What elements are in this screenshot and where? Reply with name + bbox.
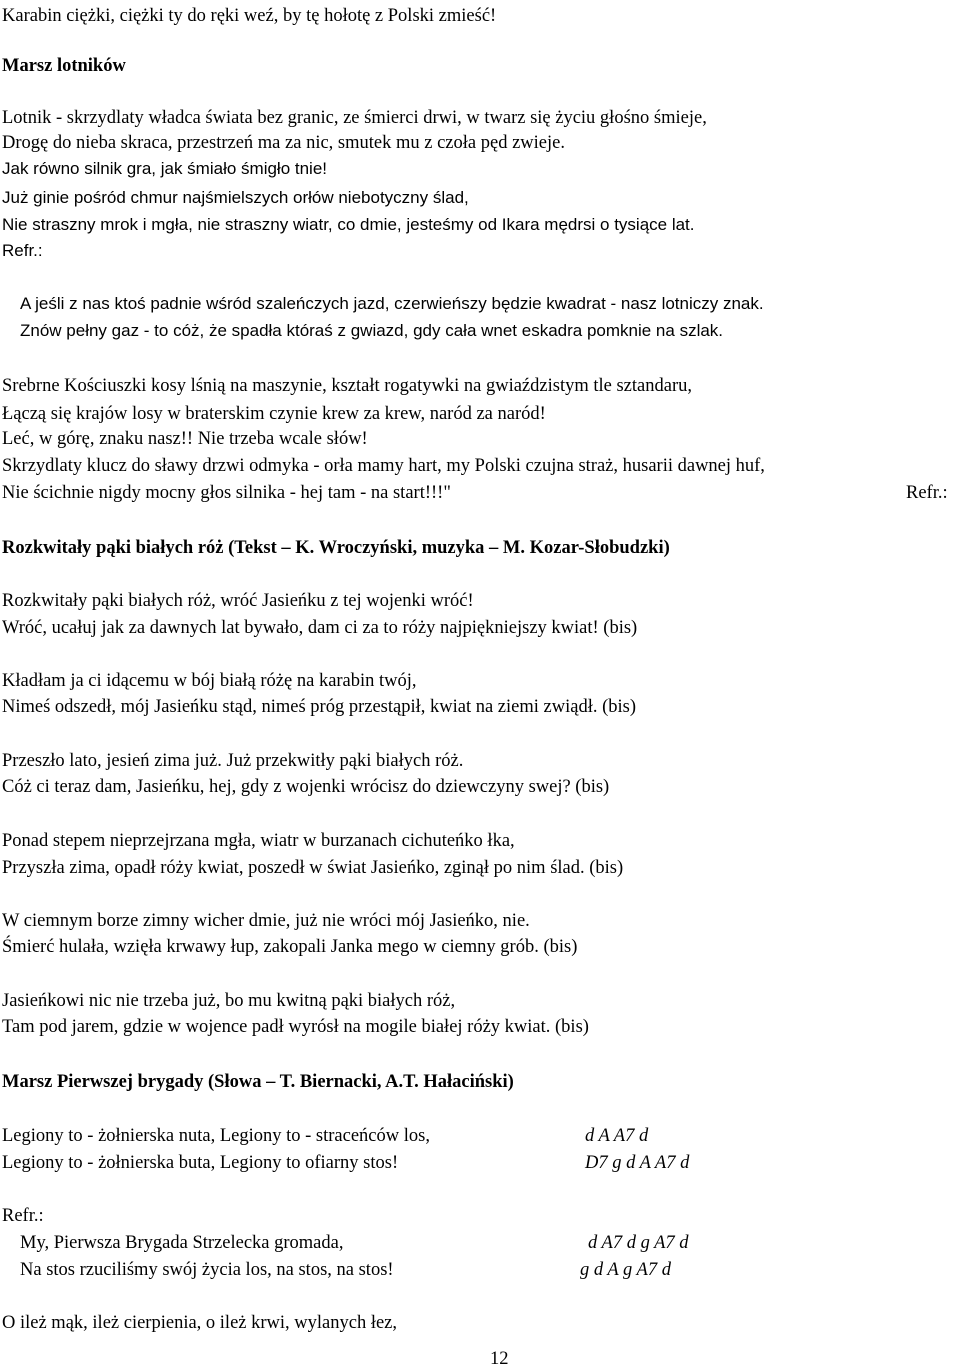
heading-rozkwitaly: Rozkwitały pąki białych róż (Tekst – K. Wroczyński, muzyka – M. Kozar-Słobudzki) [2,538,670,558]
verse-line: O ileż mąk, ileż cierpienia, o ileż krwi, wylanych łez, [2,1313,398,1333]
line-karabin: Karabin ciężki, ciężki ty do ręki weź, by tę hołotę z Polski zmieść! [2,6,497,26]
verse-line: Rozkwitały pąki białych róż, wróć Jasieńku z tej wojenki wróć! [2,591,474,611]
verse-line: Nie straszny mrok i mgła, nie straszny wiatr, co dmie, jesteśmy od Ikara mędrsi o tysiące lat. [2,215,695,234]
verse-line: Jasieńkowi nic nie trzeba już, bo mu kwitną pąki białych róż, [2,991,456,1011]
chord-line: D7 g d A A7 d [585,1153,690,1173]
verse-line: Drogę do nieba skraca, przestrzeń ma za nic, smutek mu z czoła pęd zwieje. [2,133,565,153]
verse-line: Leć, w górę, znaku nasz!! Nie trzeba wcale słów! [2,429,368,449]
refrain-line: A jeśli z nas ktoś padnie wśród szaleńczych jazd, czerwieńszy będzie kwadrat - nasz lotniczy znak. [20,294,764,313]
verse-line: Kładłam ja ci idącemu w bój białą różę na karabin twój, [2,671,417,691]
verse-line: Cóż ci teraz dam, Jasieńku, hej, gdy z wojenki wrócisz do dziewczyny swej? (bis) [2,777,610,797]
verse-line: Skrzydlaty klucz do sławy drzwi odmyka - orła mamy hart, my Polski czujna straż, husarii dawnej huf, [2,456,765,476]
verse-line: Nimeś odszedł, mój Jasieńku stąd, nimeś próg przestąpił, kwiat na ziemi zwiądł. (bis) [2,697,636,717]
verse-line: Legiony to - żołnierska nuta, Legiony to - straceńców los, [2,1126,430,1146]
verse-line: Nie ścichnie nigdy mocny głos silnika - hej tam - na start!!!" [2,483,451,503]
verse-line: Łączą się krajów losy w braterskim czynie krew za krew, naród za naród! [2,404,546,424]
verse-line: Tam pod jarem, gdzie w wojence padł wyrósł na mogile białej róży kwiat. (bis) [2,1017,589,1037]
verse-line: Lotnik - skrzydlaty władca świata bez granic, ze śmierci drwi, w twarz się życiu głośno śmieje, [2,108,707,128]
page-number: 12 [490,1349,509,1369]
refrain-line: Na stos rzuciliśmy swój życia los, na stos, na stos! [20,1260,394,1280]
refrain-label: Refr.: [2,241,43,260]
verse-line: Wróć, ucałuj jak za dawnych lat bywało, dam ci za to róży najpiękniejszy kwiat! (bis) [2,618,638,638]
verse-line: Srebrne Kościuszki kosy lśnią na maszynie, kształt rogatywki na gwiaździstym tle sztandaru, [2,376,692,396]
heading-marsz-pierwszej-brygady: Marsz Pierwszej brygady (Słowa – T. Biernacki, A.T. Hałaciński) [2,1072,514,1092]
verse-line: Śmierć hulała, wzięła krwawy łup, zakopali Janka mego w ciemny grób. (bis) [2,937,578,957]
verse-line: Ponad stepem nieprzejrzana mgła, wiatr w burzanach cichuteńko łka, [2,831,515,851]
chord-line: g d A g A7 d [580,1260,671,1280]
chord-line: d A7 d g A7 d [588,1233,689,1253]
refrain-label: Refr.: [2,1206,44,1226]
verse-line: Jak równo silnik gra, jak śmiało śmigło tnie! [2,159,328,178]
chord-line: d A A7 d [585,1126,649,1146]
verse-line: Przeszło lato, jesień zima już. Już przekwitły pąki białych róż. [2,751,464,771]
verse-line: W ciemnym borze zimny wicher dmie, już nie wróci mój Jasieńko, nie. [2,911,530,931]
refrain-line: Znów pełny gaz - to cóż, że spadła któraś z gwiazd, gdy cała wnet eskadra pomknie na szlak. [20,321,724,340]
refrain-line: My, Pierwsza Brygada Strzelecka gromada, [20,1233,344,1253]
refrain-reference: Refr.: [906,483,948,503]
verse-line: Już ginie pośród chmur najśmielszych orłów niebotyczny ślad, [2,188,469,207]
heading-marsz-lotnikow: Marsz lotników [2,56,126,76]
verse-line: Legiony to - żołnierska buta, Legiony to ofiarny stos! [2,1153,399,1173]
verse-line: Przyszła zima, opadł róży kwiat, poszedł w świat Jasieńko, zginął po nim ślad. (bis) [2,858,624,878]
